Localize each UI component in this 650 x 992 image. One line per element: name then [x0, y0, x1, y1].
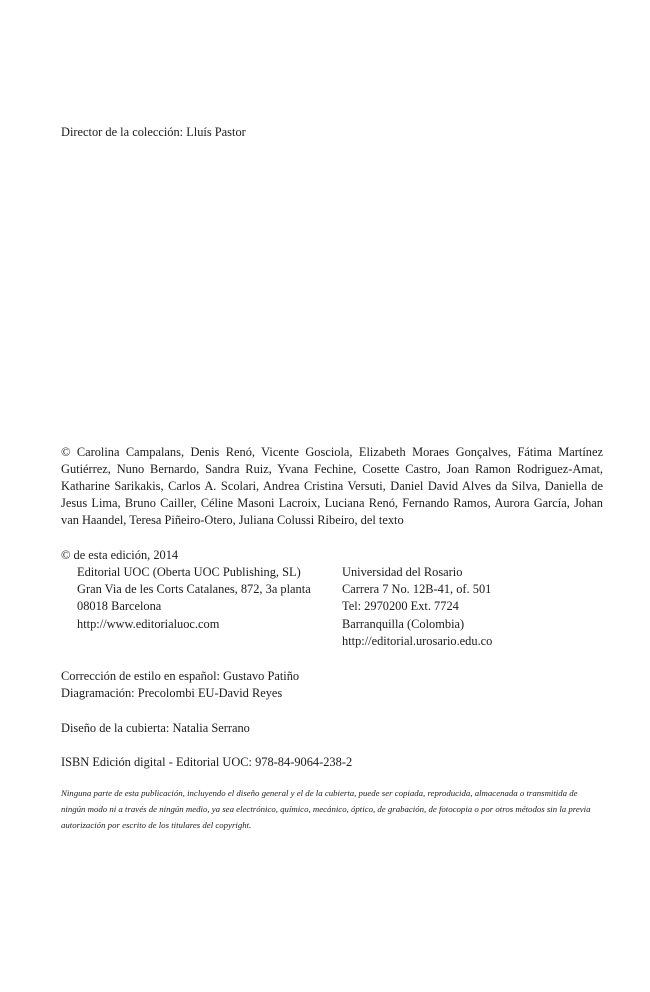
- publisher-rosario-address: Carrera 7 No. 12B-41, of. 501: [342, 582, 492, 597]
- cover-design-credit: Diseño de la cubierta: Natalia Serrano: [61, 721, 250, 735]
- publisher-rosario-name: Universidad del Rosario: [342, 565, 463, 579]
- publisher-uoc-url: http://www.editorialuoc.com: [77, 616, 220, 631]
- publisher-rosario-phone: Tel: 2970200 Ext. 7724: [342, 599, 459, 614]
- publisher-uoc-address: Gran Via de les Corts Catalanes, 872, 3a planta: [77, 582, 311, 597]
- collection-director: Director de la colección: Lluís Pastor: [61, 125, 246, 139]
- publisher-rosario-url: http://editorial.urosario.edu.co: [342, 633, 493, 648]
- edition-copyright: © de esta edición, 2014: [61, 548, 179, 562]
- publisher-uoc-name: Editorial UOC (Oberta UOC Publishing, SL): [77, 565, 301, 579]
- publisher-rosario-city: Barranquilla (Colombia): [342, 616, 465, 631]
- publisher-uoc-block: [77, 564, 311, 633]
- isbn-line: ISBN Edición digital - Editorial UOC: 978-84-9064-238-2: [61, 755, 353, 769]
- style-correction-credit: Corrección de estilo en español: Gustavo Patiño: [61, 669, 300, 683]
- publisher-rosario-block: [342, 564, 492, 650]
- authors-copyright: © Carolina Campalans, Denis Renó, Vicente Gosciola, Elizabeth Moraes Gonçalves, Fátima Martínez Gutiérrez, Nuno Bernardo, Sandra Ruiz, Yvana Fechine, Cosette Castro, Joan Ramon Rodriguez-Amat, Katharine Sarikakis, Carlos A. Scolari, Andrea Cristina Versuti, Daniel David Alves da Silva, Daniella de Jesus Lima, Bruno Cailler, Céline Masoni Lacroix, Luciana Renó, Fernando Ramos, Aurora García, Johan van Haandel, Teresa Piñeiro-Otero, Juliana Colussi Ribeiro, del texto: [61, 445, 603, 528]
- rights-disclaimer: Ninguna parte de esta publicación, incluyendo el diseño general y el de la cubierta, puede ser copiada, reproducida, almacenada o transmitida de ningún modo ni a través de ningún medio, ya sea electrónico, químico, mecánico, óptico, de grabación, de fotocopia o por otros métodos sin la previa autorización por escrito de los titulares del copyright.: [61, 788, 591, 830]
- layout-credit: Diagramación: Precolombi EU-David Reyes: [61, 686, 283, 700]
- publisher-uoc-city: 08018 Barcelona: [77, 599, 162, 614]
